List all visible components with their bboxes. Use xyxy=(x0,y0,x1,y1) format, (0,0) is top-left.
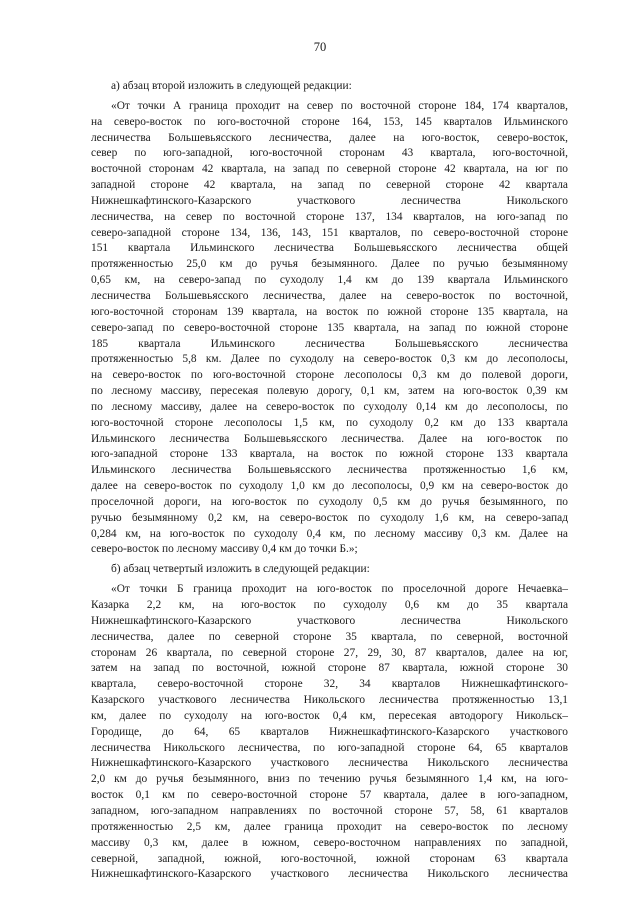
text-line: северо-запад по северо-восточной стороне 135 квартала, на запад по южной стороне xyxy=(91,321,568,334)
section-b-heading: б) абзац четвертый изложить в следующей редакции: xyxy=(111,563,370,576)
text-line: Казарка 2,2 км, на юго-восток по суходолу 0,6 км до 35 квартала xyxy=(91,599,568,611)
text-line: 0,65 км, на северо-запад по суходолу 1,4 км до 139 квартала Ильминского xyxy=(91,274,568,287)
text-line: протяженностью 5,8 км. Далее по суходолу на северо-восток 0,3 км до лесополосы, xyxy=(91,353,568,366)
text-line: 2,0 км до ручья безымянного, вниз по течению ручья безымянного 1,4 км, на юго- xyxy=(91,773,568,786)
text-line: по лесному массиву, пересекая полевую дорогу, 0,1 км, затем на юго-восток 0,39 км xyxy=(91,385,568,398)
text-line: массиву 0,3 км, далее в южном, северо-восточном направлениях по западной, xyxy=(91,836,568,849)
text-line: Нижнешкафтинского-Казарского участкового лесничества Никольского лесничества xyxy=(91,868,568,881)
text-line: Ильминского лесничества Большевьясского лесничества. Далее на юго-восток по xyxy=(91,432,568,445)
page-number: 70 xyxy=(313,40,327,54)
text-line: юго-восточной сторонам 139 квартала, на восток по южной стороне 135 квартала, на xyxy=(91,305,568,318)
text-line: Нижнешкафтинского-Казарского участкового лесничества Никольского лесничества xyxy=(91,757,568,770)
text-line: восточной сторонам 42 квартала, на запад по северной стороне 42 квартала, на юг по xyxy=(91,163,568,176)
text-line: Нижнешкафтинского-Казарского участкового лесничества Никольского xyxy=(91,194,568,207)
text-line: западной стороне 42 квартала, на запад по северной стороне 42 квартала xyxy=(91,179,568,192)
text-line: км, далее по суходолу на юго-восток 0,4 км, пересекая автодорогу Никольск– xyxy=(91,709,568,722)
text-line: лесничества Никольского лесничества, по юго-западной стороне 64, 65 кварталов xyxy=(91,741,568,754)
text-line: Городище, до 64, 65 кварталов Нижнешкафтинского-Казарского участкового xyxy=(91,725,568,738)
section-b-paragraph xyxy=(91,582,568,883)
text-line: на северо-восток по юго-восточной стороне 164, 153, 145 кварталов Ильминского xyxy=(91,115,568,128)
text-line: ручью безымянному 0,2 км, на северо-восток по суходолу 1,6 км, на северо-запад xyxy=(91,511,568,524)
section-a-paragraph xyxy=(91,99,568,558)
text-line: лесничества Большевьясского лесничества, далее на юго-восток, северо-восток, xyxy=(91,131,568,144)
text-line: сторонам 26 квартала, по северной стороне 27, 29, 30, 87 кварталов, далее на юг, xyxy=(91,646,568,659)
document-body xyxy=(91,79,568,883)
text-line: квартала, северо-восточной стороне 32, 34 кварталов Нижнешкафтинского- xyxy=(91,678,568,691)
text-line: западном, юго-западном направлениях по восточной стороне 57, 58, 61 кварталов xyxy=(91,804,568,817)
text-line: юго-восточной стороне лесополосы 1,5 км, по суходолу 0,2 км до 133 квартала xyxy=(91,416,568,429)
text-line: восток 0,1 км по северо-восточной стороне 57 квартала, далее в юго-западном, xyxy=(91,789,568,802)
text-line: протяженностью 25,0 км до ручья безымянного. Далее по ручью безымянному xyxy=(91,258,568,271)
text-line: северо-восток по лесному массиву 0,4 км до точки Б.»; xyxy=(91,543,358,556)
text-line: по лесному массиву, далее на северо-восток по суходолу 0,14 км до лесополосы, по xyxy=(91,400,568,413)
text-line: север по юго-западной, юго-восточной сторонам 43 квартала, юго-восточной, xyxy=(91,147,568,160)
text-line: на северо-восток по юго-восточной стороне лесополосы 0,3 км до полевой дороги, xyxy=(91,369,568,382)
text-line: Казарского участкового лесничества Никольского лесничества протяженностью 13,1 xyxy=(91,694,568,707)
text-line: «От точки А граница проходит на север по восточной стороне 184, 174 кварталов, xyxy=(111,99,568,112)
text-line: «От точки Б граница проходит на юго-восток по проселочной дороге Нечаевка– xyxy=(111,583,568,596)
text-line: 151 квартала Ильминского лесничества Большевьясского лесничества общей xyxy=(91,242,568,255)
text-line: Нижнешкафтинского-Казарского участкового лесничества Никольского xyxy=(91,614,568,627)
text-line: лесничества, далее по северной стороне 35 квартала, по северной, восточной xyxy=(91,630,568,643)
section-a-heading: а) абзац второй изложить в следующей редакции: xyxy=(111,80,352,92)
text-line: протяженностью 2,5 км, далее граница проходит на северо-восток по лесному xyxy=(91,820,568,833)
text-line: лесничества, на север по восточной стороне 137, 134 кварталов, на юго-запад по xyxy=(91,210,568,223)
text-line: северной, западной, южной, юго-восточной, южной сторонам 63 квартала xyxy=(91,852,568,865)
text-line: юго-западной стороне 133 квартала, на восток по южной стороне 133 квартала xyxy=(91,448,568,461)
text-line: 185 квартала Ильминского лесничества Большевьясского лесничества xyxy=(91,337,568,350)
text-line: Ильминского лесничества Большевьясского лесничества протяженностью 1,6 км, xyxy=(91,464,568,477)
text-line: далее на северо-восток по суходолу 1,0 км до лесополосы, 0,9 км на северо-восток до xyxy=(91,480,568,493)
text-line: лесничества Большевьясского лесничества, далее на северо-восток по восточной, xyxy=(91,289,568,302)
text-line: проселочной дороги, на юго-восток по суходолу 0,5 км до ручья безымянного, по xyxy=(91,495,568,508)
text-line: северо-западной стороне 134, 136, 143, 151 кварталов, по северо-восточной стороне xyxy=(91,226,568,239)
text-line: 0,284 км, на юго-восток по суходолу 0,4 км, по лесному массиву 0,3 км. Далее на xyxy=(91,527,568,540)
text-line: затем на запад по восточной, южной стороне 87 квартала, южной стороне 30 xyxy=(91,662,568,675)
